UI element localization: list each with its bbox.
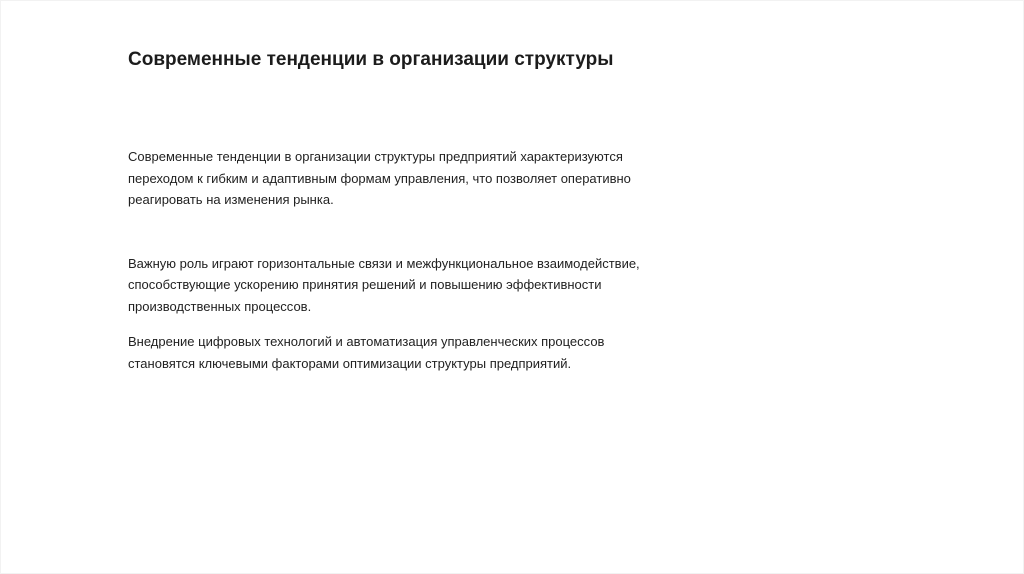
paragraph-flexible-forms <box>128 146 728 211</box>
slide-title: Современные тенденции в организации структуры <box>128 49 614 70</box>
paragraph-digital-technologies <box>128 331 728 374</box>
paragraph-line: Современные тенденции в организации структуры предприятий характеризуются <box>128 149 623 164</box>
paragraph-line: реагировать на изменения рынка. <box>128 192 334 207</box>
paragraph-line: становятся ключевыми факторами оптимизации структуры предприятий. <box>128 355 572 371</box>
slide-body <box>128 146 728 374</box>
paragraph-horizontal-links <box>128 253 728 318</box>
paragraph-line: переходом к гибким и адаптивным формам управления, что позволяет оперативно <box>128 170 631 186</box>
paragraph-line: Важную роль играют горизонтальные связи и межфункциональное взаимодействие, <box>128 255 640 271</box>
paragraph-line: Внедрение цифровых технологий и автоматизация управленческих процессов <box>128 334 605 349</box>
paragraph-line: способствующие ускорению принятия решений и повышению эффективности <box>128 277 602 292</box>
paragraph-line: производственных процессов. <box>128 298 312 314</box>
